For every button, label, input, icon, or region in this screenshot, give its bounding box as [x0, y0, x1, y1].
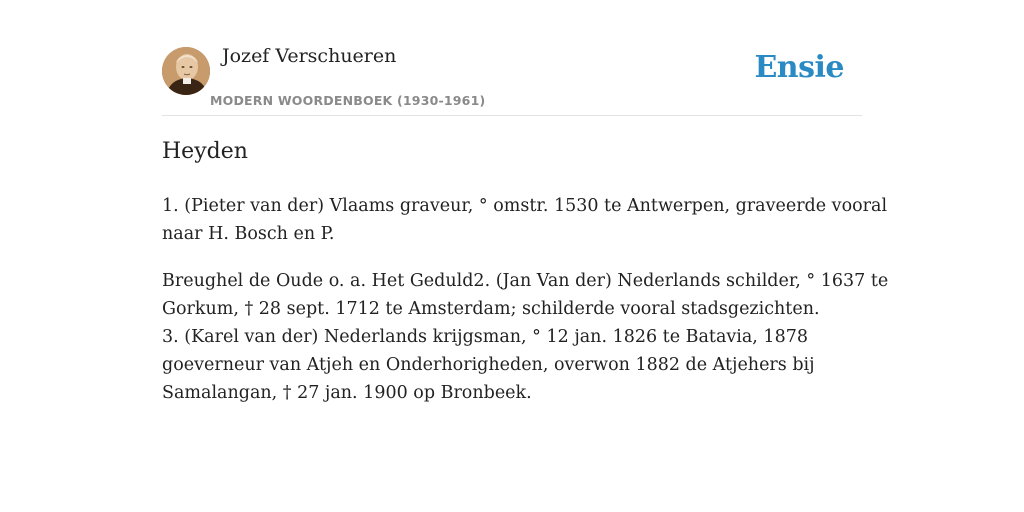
dictionary-source[interactable]: MODERN WOORDENBOEK (1930-1961)	[210, 93, 486, 108]
page-container	[162, 0, 889, 403]
definition-line: naar H. Bosch en P.	[162, 224, 335, 244]
definition-line: Samalangan, † 27 jan. 1900 op Bronbeek.	[162, 383, 532, 403]
definition-line: 3. (Karel van der) Nederlands krijgsman, ° 12 jan. 1826 te Batavia, 1878	[162, 327, 808, 347]
author-name[interactable]: Jozef Verschueren	[222, 45, 397, 67]
entry-title: Heyden	[162, 139, 248, 164]
definition-line: Breughel de Oude o. a. Het Geduld2. (Jan Van der) Nederlands schilder, ° 1637 te	[162, 271, 889, 291]
definition-line: goeverneur van Atjeh en Onderhorigheden, overwon 1882 de Atjehers bij	[162, 355, 815, 375]
ensie-logo[interactable]: Ensie	[754, 50, 844, 85]
definition-line: 1. (Pieter van der) Vlaams graveur, ° omstr. 1530 te Antwerpen, graveerde vooral	[162, 196, 888, 216]
definition-paragraph-1	[162, 192, 888, 248]
author-avatar[interactable]	[162, 47, 210, 95]
definition-paragraph-2	[162, 267, 889, 407]
definition-line: Gorkum, † 28 sept. 1712 te Amsterdam; schilderde vooral stadsgezichten.	[162, 299, 820, 319]
author-portrait-icon	[162, 47, 210, 95]
header	[162, 0, 862, 116]
